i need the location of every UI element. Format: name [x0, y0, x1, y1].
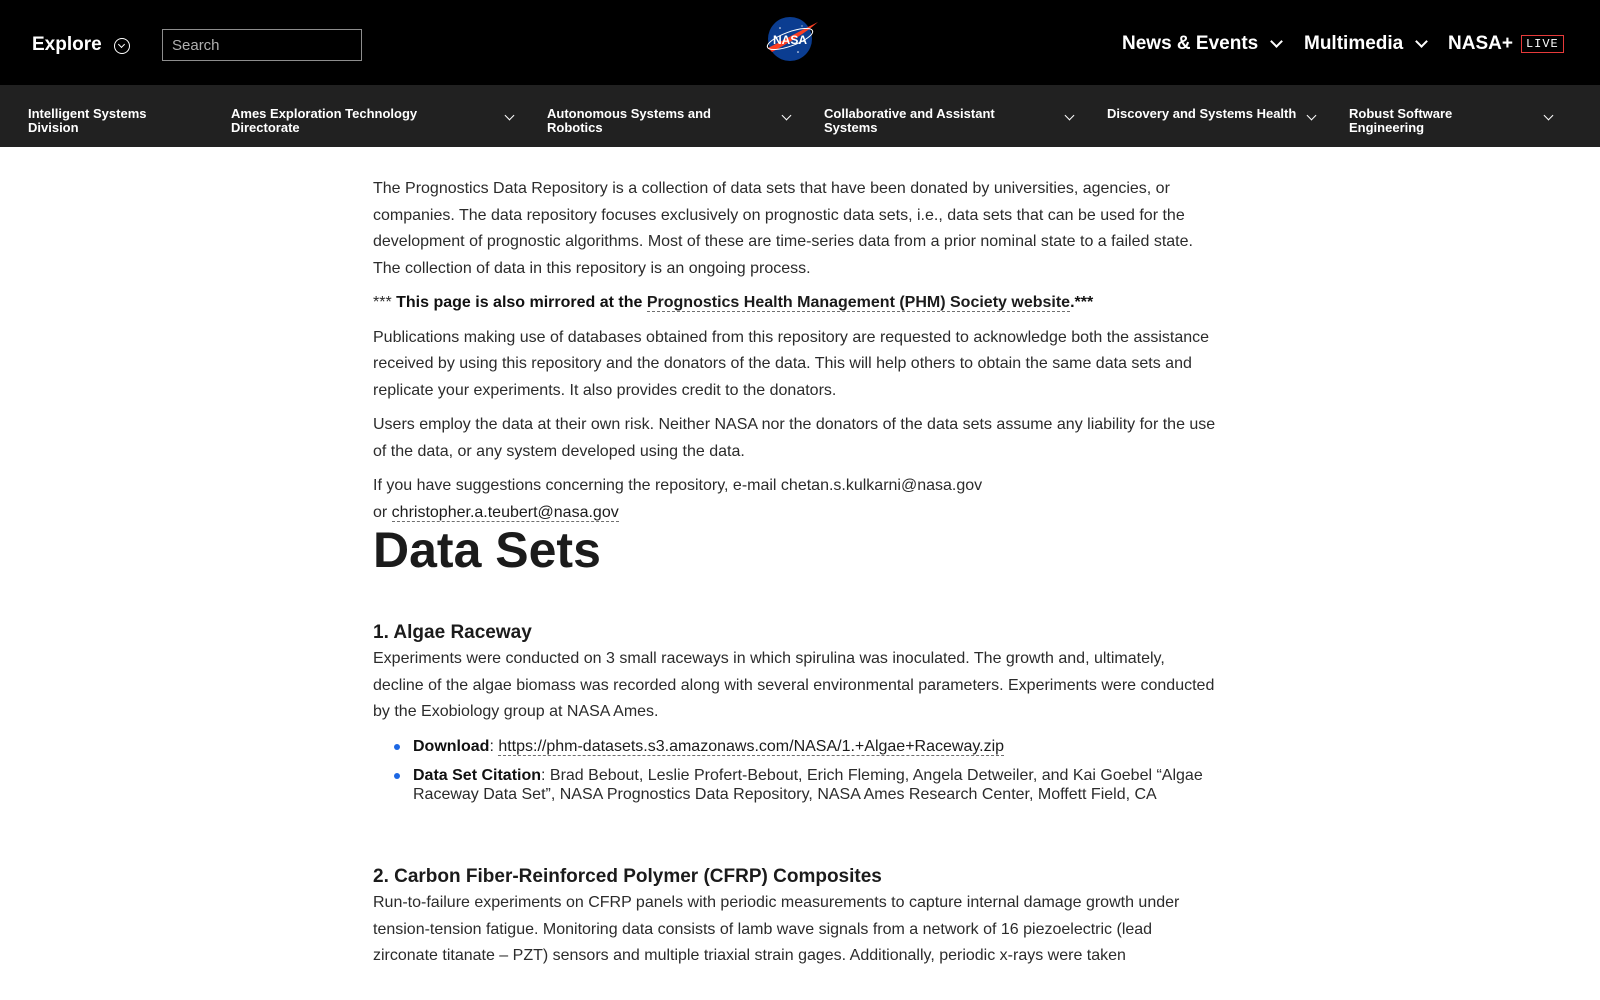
download-link[interactable]: https://phm-datasets.s3.amazonaws.com/NASA/1.+Algae+Raceway.zip [498, 737, 1005, 755]
publications-paragraph: Publications making use of databases obtained from this repository are requested to acknowledge both the assistance received by using this repository and the donators of the data. This will help others to obtain the same data sets and replicate your experiments. It also provides credit to the donators. [373, 328, 1210, 399]
subnav-item-discovery-systems-health[interactable]: Discovery and Systems Health [1107, 106, 1297, 121]
nav-news-events-label: News & Events [1122, 33, 1259, 54]
data-sets-heading: Data Sets [373, 522, 601, 578]
chevron-down-icon [1270, 35, 1283, 48]
mirror-suffix: .*** [1070, 294, 1094, 311]
svg-text:NASA: NASA [772, 33, 808, 47]
nasa-logo[interactable] [764, 14, 820, 64]
nav-news-events[interactable] [1122, 33, 1281, 55]
mirror-prefix: *** [373, 294, 397, 311]
phm-society-link[interactable]: Prognostics Health Management (PHM) Society website [646, 294, 1071, 311]
nav-multimedia[interactable] [1304, 33, 1426, 55]
subnav-item-ames-exploration[interactable]: Ames Exploration Technology Directorate [231, 106, 418, 135]
main-content [373, 176, 1218, 978]
download-separator: : [489, 737, 499, 755]
nav-multimedia-label: Multimedia [1304, 33, 1404, 54]
subnav-item-robust-software[interactable]: Robust Software Engineering [1349, 106, 1453, 135]
subnav-item-collaborative-systems[interactable]: Collaborative and Assistant Systems [824, 106, 995, 135]
secondary-nav [0, 85, 1586, 147]
suggestions-paragraph [373, 473, 1218, 526]
chevron-down-icon[interactable] [1544, 111, 1554, 121]
intro-paragraph: The Prognostics Data Repository is a collection of data sets that have been donated by universities, agencies, or companies. The data repository focuses exclusively on prognostic data sets, i.e., data sets that can be used for the development of prognostic algorithms. Most of these are time-series data from a prior nominal state to a failed state. The collection of data in this repository is an ongoing process. [373, 180, 1193, 277]
chevron-down-icon[interactable] [1307, 111, 1317, 121]
live-badge: LIVE [1521, 35, 1564, 53]
download-label: Download [413, 737, 490, 755]
explore-menu-button[interactable]: Explore [32, 34, 102, 55]
chevron-down-icon[interactable] [782, 111, 792, 121]
chevron-down-icon[interactable] [1065, 111, 1075, 121]
list-item [413, 767, 1218, 804]
nav-nasa-plus[interactable] [1448, 33, 1564, 55]
scrollbar-thumb[interactable] [1586, 85, 1600, 147]
list-item [413, 738, 1218, 757]
subnav-home-intelligent-systems[interactable]: Intelligent Systems Division [28, 106, 147, 135]
subnav-item-autonomous-systems[interactable]: Autonomous Systems and Robotics [547, 106, 711, 135]
site-header [0, 0, 1600, 85]
dataset-description: Run-to-failure experiments on CFRP panels with periodic measurements to capture internal damage growth under tension-tension fatigue. Monitoring data consists of lamb wave signals from a network of 16 piezoelectric (lead zirconate titanate – PZT) sensors and multiple triaxial strain gages. Additionally, periodic x-rays were taken [373, 894, 1180, 964]
dataset-title: 2. Carbon Fiber-Reinforced Polymer (CFRP) Composites [373, 866, 882, 887]
risk-paragraph: Users employ the data at their own risk. Neither NASA nor the donators of the data sets assume any liability for the use of the data, or any system developed using the data. [373, 416, 1216, 460]
suggestions-text: If you have suggestions concerning the repository, e-mail chetan.s.kulkarni@nasa.gov [373, 477, 983, 494]
dataset-description: Experiments were conducted on 3 small raceways in which spirulina was inoculated. The growth and, ultimately, decline of the algae biomass was recorded along with several environmental parameters. Experiments were conducted by the Exobiology group at NASA Ames. [373, 650, 1215, 720]
mirror-notice [373, 290, 1218, 317]
nasa-plus-label: NASA+ [1448, 33, 1513, 54]
chevron-down-icon [1415, 35, 1428, 48]
scrollbar[interactable] [1586, 85, 1600, 1000]
chevron-down-icon[interactable] [505, 111, 515, 121]
dataset-title: 1. Algae Raceway [373, 622, 532, 643]
search-input[interactable] [162, 29, 362, 61]
teubert-email-link[interactable]: christopher.a.teubert@nasa.gov [391, 503, 619, 521]
chevron-circle-down-icon[interactable] [114, 38, 130, 54]
suggestions-or: or [373, 503, 392, 521]
mirror-bold-text: This page is also mirrored at the [396, 294, 647, 311]
citation-text: : Brad Bebout, Leslie Profert-Bebout, Erich Fleming, Angela Detweiler, and Kai Goebel “Algae Raceway Data Set”, NASA Prognostics Data Repository, NASA Ames Research Center, Moffett Field, CA [413, 767, 1203, 803]
citation-label: Data Set Citation [413, 767, 542, 784]
dataset-details [413, 738, 1218, 805]
